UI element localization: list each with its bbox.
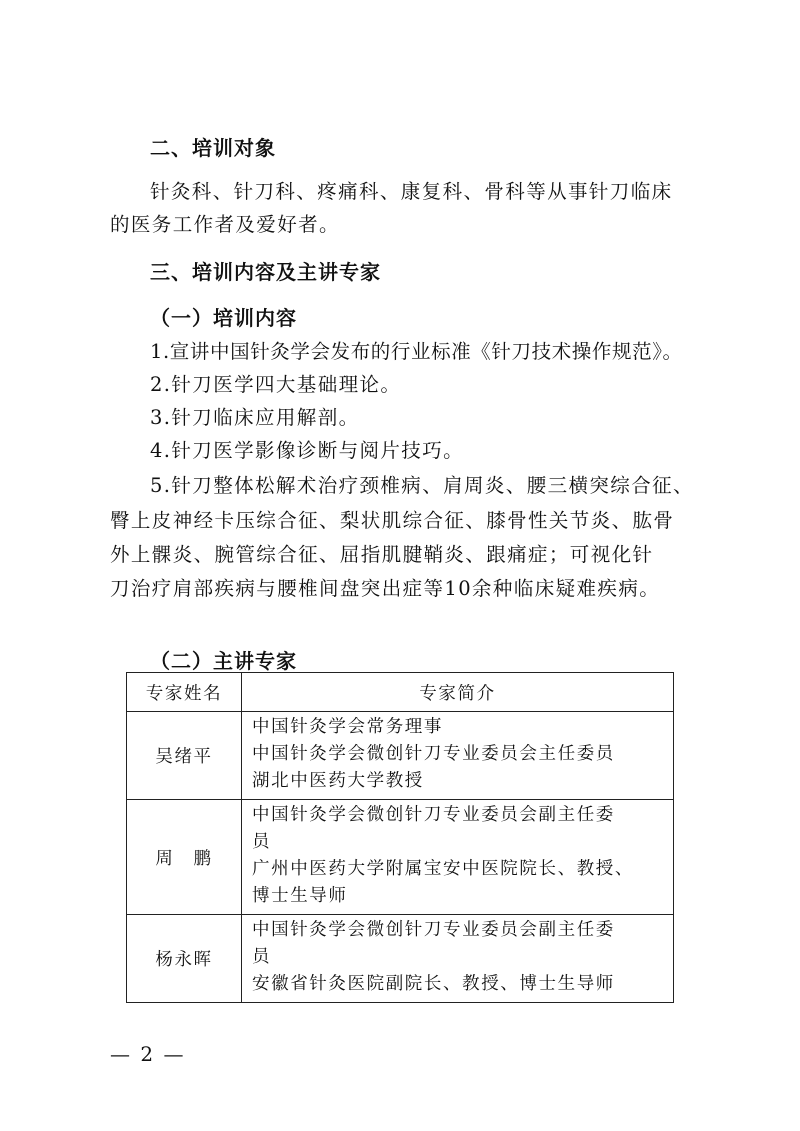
intro-line: 博士生导师 xyxy=(252,886,348,906)
subsection-training-content-title: （一）培训内容 xyxy=(150,306,297,330)
intro-line: 中国针灸学会微创针刀专业委员会副主任委 xyxy=(252,805,615,825)
intro-line: 中国针灸学会常务理事 xyxy=(252,717,443,737)
content-item-3: 3.针刀临床应用解剖。 xyxy=(150,406,360,429)
intro-line: 员 xyxy=(252,947,272,967)
intro-line: 中国针灸学会微创针刀专业委员会主任委员 xyxy=(252,744,615,764)
table-row xyxy=(127,712,674,800)
expert-intro xyxy=(242,712,674,800)
header-expert-intro: 专家简介 xyxy=(242,673,674,712)
expert-name: 吴绪平 xyxy=(127,712,242,800)
content-item-5-line-2: 臀上皮神经卡压综合征、梨状肌综合征、膝骨性关节炎、肱骨 xyxy=(110,509,675,532)
content-item-1: 1.宣讲中国针灸学会发布的行业标准《针刀技术操作规范》。 xyxy=(150,340,683,363)
table-header-row xyxy=(127,673,674,712)
expert-name: 杨永晖 xyxy=(127,915,242,1003)
table-row xyxy=(127,915,674,1003)
intro-line: 安徽省针灸医院副院长、教授、博士生导师 xyxy=(252,974,615,994)
intro-line: 员 xyxy=(252,832,272,852)
expert-intro xyxy=(242,800,674,915)
content-item-2: 2.针刀医学四大基础理论。 xyxy=(150,373,402,396)
section-2-body-line-1: 针灸科、针刀科、疼痛科、康复科、骨科等从事针刀临床 xyxy=(150,180,673,203)
header-expert-name: 专家姓名 xyxy=(127,673,242,712)
content-item-5-line-3: 外上髁炎、腕管综合征、屈指肌腱鞘炎、跟痛症；可视化针 xyxy=(110,543,654,566)
experts-table xyxy=(126,672,674,1003)
section-2-body-line-2: 的医务工作者及爱好者。 xyxy=(110,213,340,236)
intro-line: 广州中医药大学附属宝安中医院院长、教授、 xyxy=(252,859,634,879)
subsection-experts-title: （二）主讲专家 xyxy=(150,649,297,673)
intro-line: 湖北中医药大学教授 xyxy=(252,771,424,791)
content-item-4: 4.针刀医学影像诊断与阅片技巧。 xyxy=(150,439,465,462)
expert-name: 周 鹏 xyxy=(127,800,242,915)
intro-line: 中国针灸学会微创针刀专业委员会副主任委 xyxy=(252,920,615,940)
section-3-title: 三、培训内容及主讲专家 xyxy=(150,260,381,284)
section-2-title: 二、培训对象 xyxy=(150,136,276,160)
content-item-5-line-1: 5.针刀整体松解术治疗颈椎病、肩周炎、腰三横突综合征、 xyxy=(150,474,694,497)
page-number: — 2 — xyxy=(110,1042,186,1066)
expert-intro xyxy=(242,915,674,1003)
content-item-5-line-4: 刀治疗肩部疾病与腰椎间盘突出症等10余种临床疑难疾病。 xyxy=(110,577,661,600)
table-row xyxy=(127,800,674,915)
